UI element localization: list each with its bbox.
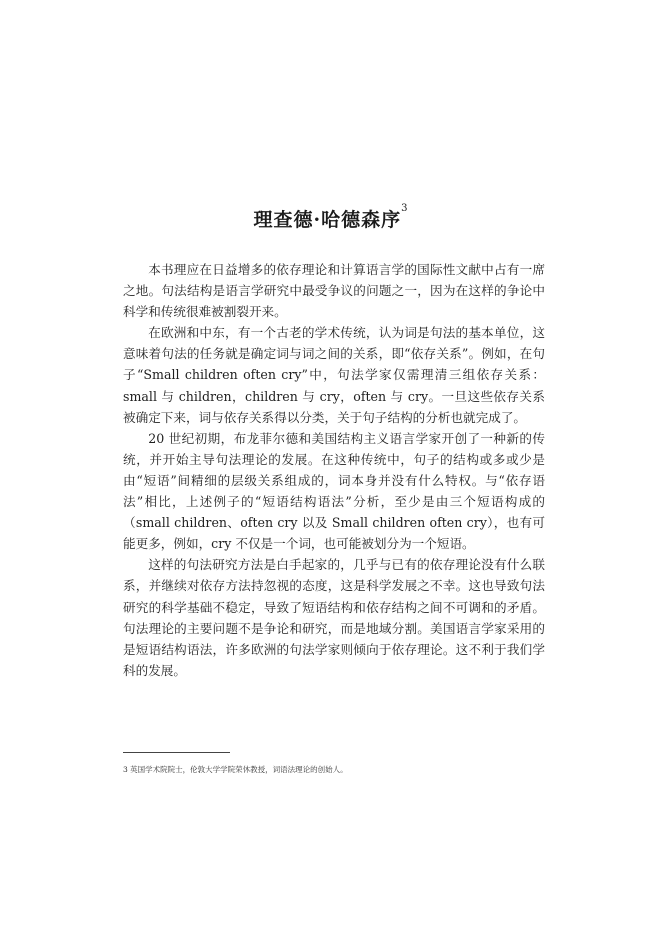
footnote: 3 英国学术院院士，伦敦大学学院荣休教授，词语法理论的创始人。 <box>123 765 348 774</box>
footnote-divider <box>123 752 230 753</box>
page-title <box>0 205 661 232</box>
footnote-marker[interactable]: 3 <box>401 203 408 214</box>
paragraph-3: 20 世纪初期，布龙菲尔德和美国结构主义语言学家开创了一种新的传统，并开始主导句法理论的发展。在这种传统中，句子的结构或多或少是由“短语”间精细的层级关系组成的，词本身并没有什么特权。与“依存语法”相比，上述例子的“短语结构语法”分析，至少是由三个短语构成的（small children、often cry 以及 Small children often cry），也有可能更多，例如，cry 不仅是一个词，也可能被划分为一个短语。 <box>123 430 545 552</box>
page-title-text: 理查德·哈德森序 <box>253 209 402 231</box>
body-text <box>123 259 545 681</box>
paragraph-1: 本书理应在日益增多的依存理论和计算语言学的国际性文献中占有一席之地。句法结构是语言学研究中最受争议的问题之一，因为在这样的争论中科学和传统很难被割裂开来。 <box>123 262 545 320</box>
paragraph-4: 这样的句法研究方法是白手起家的，几乎与已有的依存理论没有什么联系，并继续对依存方法持忽视的态度，这是科学发展之不幸。这也导致句法研究的科学基础不稳定，导致了短语结构和依存结构之间不可调和的矛盾。句法理论的主要问题不是争论和研究，而是地域分割。美国语言学家采用的是短语结构语法，许多欧洲的句法学家则倾向于依存理论。这不利于我们学科的发展。 <box>123 557 545 678</box>
paragraph-2: 在欧洲和中东，有一个古老的学术传统，认为词是句法的基本单位，这意味着句法的任务就是确定词与词之间的关系，即“依存关系”。例如，在句子“Small children often cry”中，句法学家仅需理清三组依存关系：small 与 children，children 与 cry，often 与 cry。一旦这些依存关系被确定下来，词与依存关系得以分类，关于句子结构的分析也就完成了。 <box>123 325 545 425</box>
